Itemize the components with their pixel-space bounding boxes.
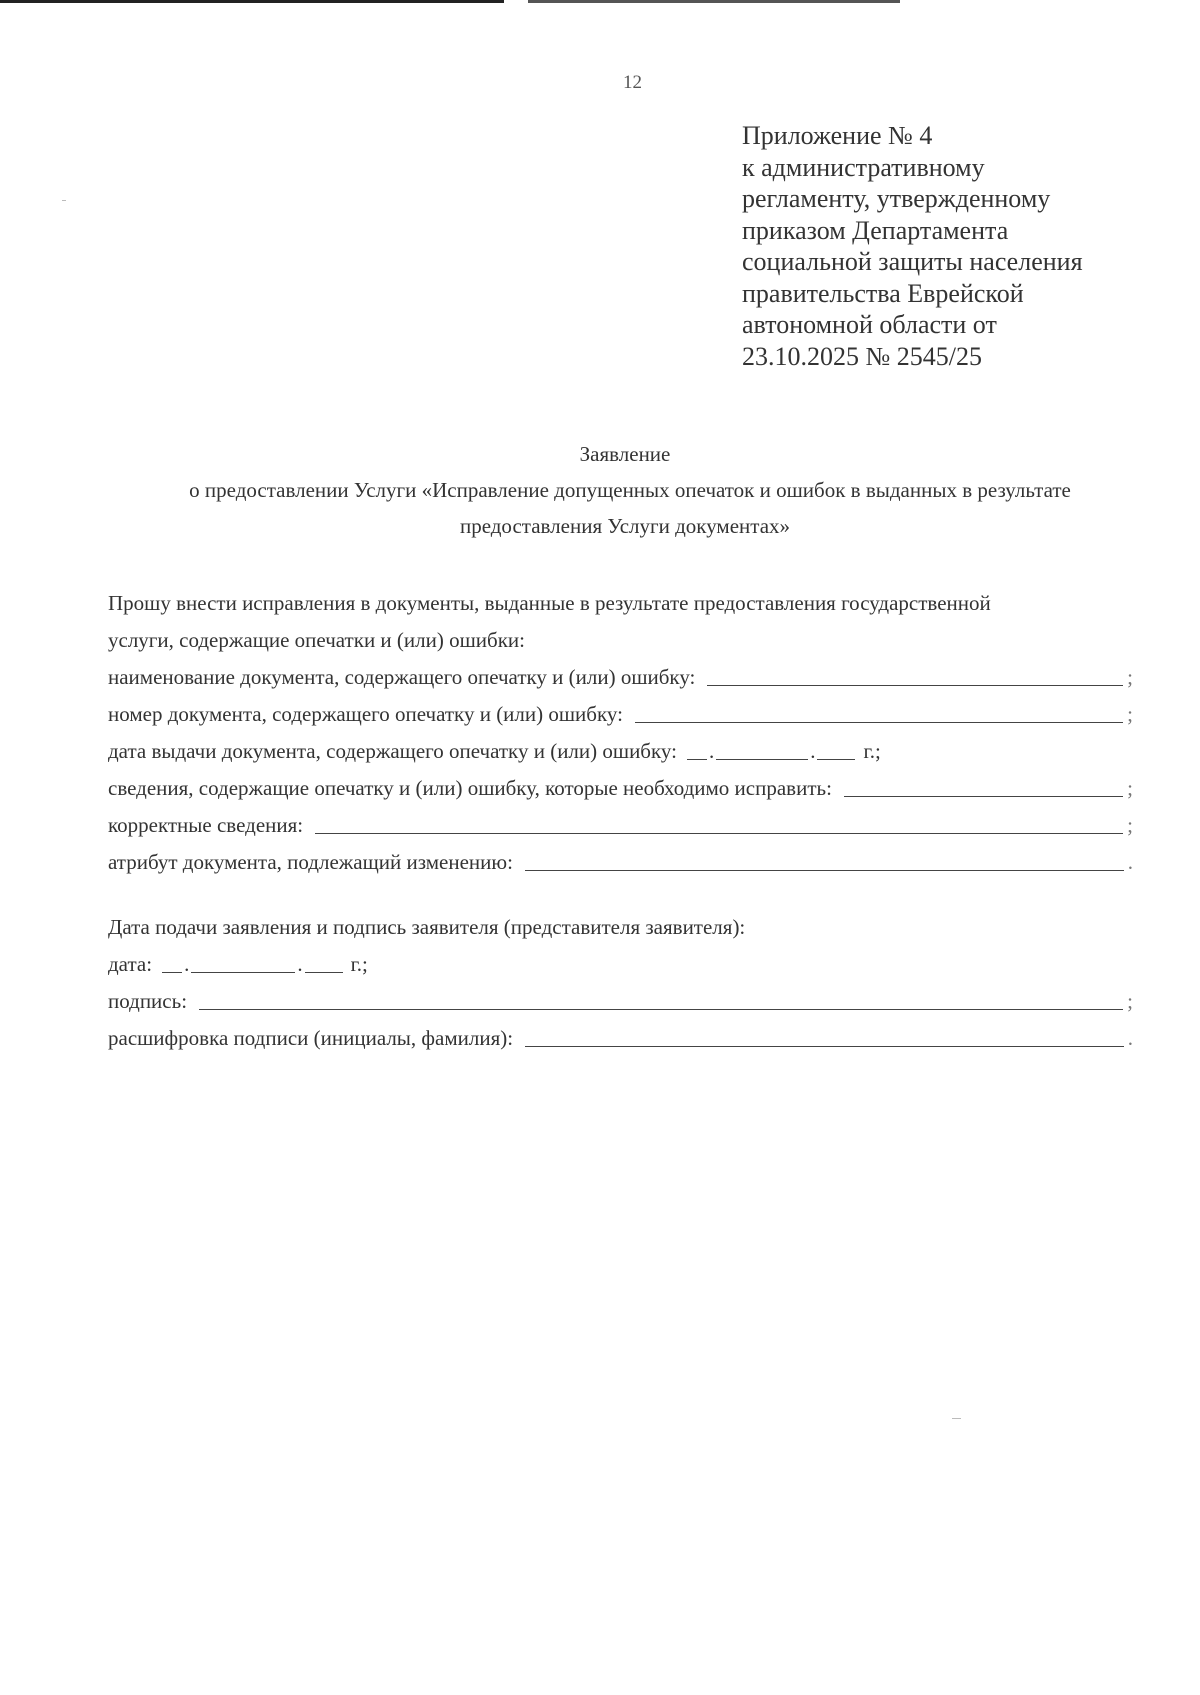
document-title: Заявление <box>579 442 671 466</box>
appendix-line: Приложение № 4 <box>742 121 933 150</box>
appendix-line: социальной защиты населения <box>742 247 1083 276</box>
semicolon: ; <box>1127 702 1133 726</box>
submit-date-row <box>108 947 1133 977</box>
semicolon: ; <box>1127 776 1133 800</box>
issue-date-field[interactable]: . . <box>685 739 858 764</box>
year-suffix: г.; <box>863 739 881 763</box>
attribute-row <box>108 845 1133 875</box>
sign-row <box>108 984 1133 1014</box>
decode-field[interactable] <box>525 1026 1124 1047</box>
sign-label: подпись: <box>108 989 188 1013</box>
application-form <box>108 586 1133 1058</box>
month-blank[interactable] <box>191 954 295 973</box>
day-blank[interactable] <box>162 954 182 973</box>
appendix-line: автономной области от <box>742 310 997 339</box>
doc-name-label: наименование документа, содержащего опечатку и (или) ошибку: <box>108 665 696 689</box>
semicolon: ; <box>1127 989 1133 1013</box>
document-subtitle-continued: предоставления Услуги документах» <box>459 514 791 538</box>
signature-heading: Дата подачи заявления и подпись заявителя (представителя заявителя): <box>108 915 746 939</box>
intro-text <box>108 623 1133 653</box>
scan-speck <box>62 200 66 201</box>
wrong-info-field[interactable] <box>844 776 1123 797</box>
wrong-info-label: сведения, содержащие опечатку и (или) ошибку, которые необходимо исправить: <box>108 776 832 800</box>
scan-speck <box>952 1418 961 1419</box>
semicolon: ; <box>1127 813 1133 837</box>
submit-date-field[interactable]: . . <box>160 952 345 977</box>
appendix-line: правительства Еврейской <box>742 278 1024 308</box>
day-blank[interactable] <box>687 741 707 760</box>
decode-label: расшифровка подписи (инициалы, фамилия): <box>108 1026 514 1050</box>
intro-text <box>108 586 1133 616</box>
date-label: дата: <box>108 952 153 976</box>
doc-name-field[interactable] <box>707 665 1123 686</box>
document-subtitle: о предоставлении Услуги «Исправление допущенных опечаток и ошибок в выданных в результате <box>189 478 1071 502</box>
semicolon: ; <box>1127 665 1133 689</box>
appendix-block <box>742 120 1162 372</box>
decode-row <box>108 1021 1133 1051</box>
attribute-label: атрибут документа, подлежащий изменению: <box>108 850 513 874</box>
intro-line: услуги, содержащие опечатки и (или) ошибки: <box>108 628 525 652</box>
appendix-line: регламенту, утвержденному <box>742 184 1051 213</box>
year-suffix: г.; <box>350 952 368 976</box>
signature-field[interactable] <box>199 989 1123 1010</box>
issue-date-label: дата выдачи документа, содержащего опечатку и (или) ошибку: <box>108 739 677 763</box>
year-blank[interactable] <box>305 954 343 973</box>
doc-number-label: номер документа, содержащего опечатку и (или) ошибку: <box>108 702 623 726</box>
signature-heading-row <box>108 910 1133 940</box>
year-blank[interactable] <box>817 741 855 760</box>
doc-number-row <box>108 697 1133 727</box>
page-number: 12 <box>623 72 642 93</box>
correct-info-label: корректные сведения: <box>108 813 304 837</box>
wrong-info-row <box>108 771 1133 801</box>
correct-info-row <box>108 808 1133 838</box>
scan-edge <box>0 0 1200 3</box>
period: . <box>1127 1026 1133 1050</box>
doc-number-field[interactable] <box>635 702 1123 723</box>
doc-name-row <box>108 660 1133 690</box>
intro-line: Прошу внести исправления в документы, выданные в результате предоставления государственной <box>108 591 991 615</box>
attribute-field[interactable] <box>525 850 1124 871</box>
period: . <box>1127 850 1133 874</box>
issue-date-row <box>108 734 1133 764</box>
appendix-line: приказом Департамента <box>742 215 1009 245</box>
appendix-line: 23.10.2025 № 2545/25 <box>742 341 983 371</box>
month-blank[interactable] <box>716 741 808 760</box>
correct-info-field[interactable] <box>315 813 1123 834</box>
appendix-line: к административному <box>742 152 985 182</box>
